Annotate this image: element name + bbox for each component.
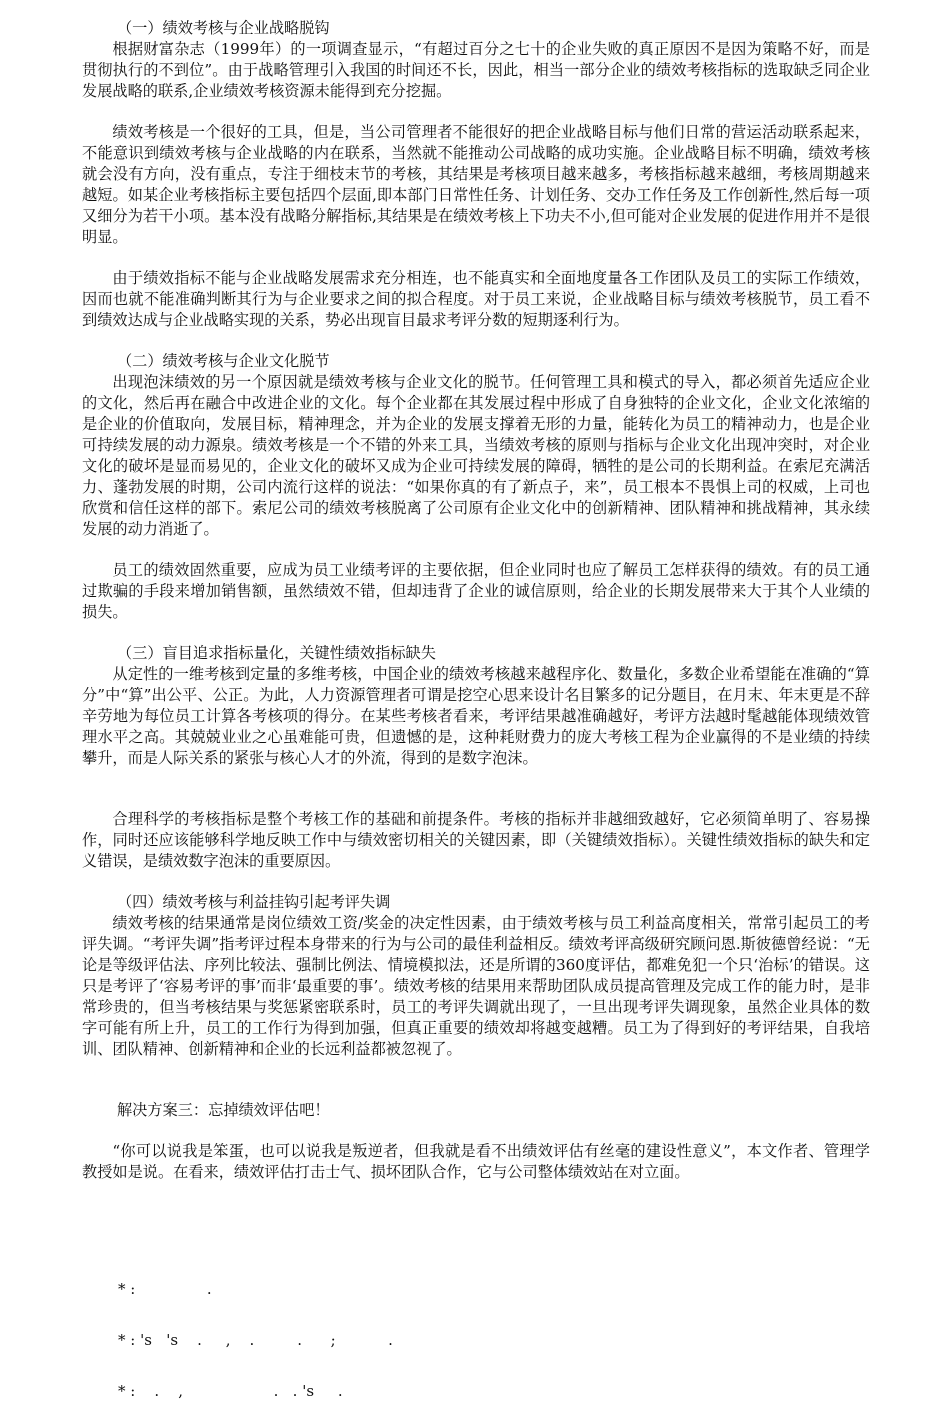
paragraph: 员工的绩效固然重要，应成为员工业绩考评的主要依据，但企业同时也应了解员工怎样获得的绩效。有的员工通过欺骗的手段来增加销售额，虽然绩效不错，但却违背了企业的诚信原则，给企业的长期发展带来大于其个人业绩的损失。	[82, 561, 870, 621]
solution-heading: 解决方案三：忘掉绩效评估吧！	[116, 1101, 330, 1119]
section-culture	[82, 351, 870, 623]
paragraph: 从定性的一维考核到定量的多维考核，中国企业的绩效考核越来越程序化、数量化，多数企业希望能在准确的“算分”中“算”出公平、公正。为此，人力资源管理者可谓是挖空心思来设计名目繁多的记分题目，在月末、年末更是不辞辛劳地为每位员工计算各考核项的得分。在某些考核者看来，考评结果越准确越好，考评方法越时髦越能体现绩效管理水平之高。其兢兢业业之心虽难能可贵，但遗憾的是，这种耗财费力的庞大考核工程为企业赢得的不是业绩的持续攀升，而是人际关系的紧张与核心人才的外流，得到的是数字泡沫。	[82, 665, 870, 767]
paragraph: 绩效考核的结果通常是岗位绩效工资/奖金的决定性因素，由于绩效考核与员工利益高度相关，常常引起员工的考评失调。“考评失调”指考评过程本身带来的行为与公司的最佳利益相反。绩效考评高级研究顾问恩.斯彼德曾经说：“无论是等级评估法、序列比较法、强制比例法、情境模拟法，还是所谓的360度评估，都难免犯一个只‘治标’的错误。这只是考评了‘容易考评的事’而非‘最重要的事’。绩效考核的结果用来帮助团队成员提高管理及完成工作的能力时，是非常珍贵的，但当考核结果与奖惩紧密联系时，员工的考评失调就出现了，一旦出现考评失调现象，虽然企业具体的数字可能有所上升，员工的工作行为得到加强，但真正重要的绩效却将越变越糟。员工为了得到好的考评结果，自我培训、团队精神、创新精神和企业的长远利益都被忽视了。	[82, 914, 870, 1058]
section-solution	[82, 1100, 870, 1183]
footnote: * : . , . . 's .	[118, 1382, 343, 1400]
paragraph: 绩效考核是一个很好的工具，但是，当公司管理者不能很好的把企业战略目标与他们日常的营运活动联系起来，不能意识到绩效考核与企业战略的内在联系，当然就不能推动公司战略的成功实施。企业战略目标不明确，绩效考核就会没有方向，没有重点，专注于细枝末节的考核，其结果是考核项目越来越多，考核指标越来越细，考核周期越来越短。如某企业考核指标主要包括四个层面,即本部门日常性任务、计划任务、交办工作任务及工作创新性,然后每一项又细分为若干小项。基本没有战略分解指标,其结果是在绩效考核上下功夫不小,但可能对企业发展的促进作用并不是很明显。	[82, 123, 870, 246]
section-heading-2: （二）绩效考核与企业文化脱节	[116, 352, 330, 370]
paragraph: 出现泡沫绩效的另一个原因就是绩效考核与企业文化的脱节。任何管理工具和模式的导入，都必须首先适应企业的文化，然后再在融合中改进企业的文化。每个企业都在其发展过程中形成了自身独特的企业文化，企业文化浓缩的是企业的价值取向，发展目标，精神理念，并为企业的发展支撑着无形的力量，能转化为员工的精神动力，也是企业可持续发展的动力源泉。绩效考核是一个不错的外来工具，当绩效考核的原则与指标与企业文化出现冲突时，对企业文化的破坏是显而易见的，企业文化的破坏又成为企业可持续发展的障碍，牺牲的是公司的长期利益。在索尼充满活力、蓬勃发展的时期，公司内流行这样的说法：“如果你真的有了新点子，来”，员工根本不畏惧上司的权威，上司也欣赏和信任这样的部下。索尼公司的绩效考核脱离了公司原有企业文化中的创新精神、团队精神和挑战精神，其永续发展的动力消逝了。	[82, 373, 870, 538]
section-heading-1: （一）绩效考核与企业战略脱钩	[116, 19, 330, 37]
footnote: * : 's 's . , . . ; .	[118, 1331, 393, 1349]
paragraph: 根据财富杂志（1999年）的一项调查显示，“有超过百分之七十的企业失败的真正原因不是因为策略不好，而是贯彻执行的不到位”。由于战略管理引入我国的时间还不长，因此，相当一部分企业的绩效考核指标的选取缺乏同企业发展战略的联系,企业绩效考核资源未能得到充分挖掘。	[82, 40, 870, 100]
section-rewards	[82, 892, 870, 1060]
footnote: * : .	[118, 1280, 212, 1298]
paragraph: 合理科学的考核指标是整个考核工作的基础和前提条件。考核的指标并非越细致越好，它必须简单明了、容易操作，同时还应该能够科学地反映工作中与绩效密切相关的关键因素，即（关键绩效指标）。关键性绩效指标的缺失和定义错误，是绩效数字泡沫的重要原因。	[82, 810, 870, 870]
section-strategy	[82, 18, 870, 331]
section-indicators	[82, 643, 870, 872]
section-heading-4: （四）绩效考核与利益挂钩引起考评失调	[116, 893, 391, 911]
paragraph: 由于绩效指标不能与企业战略发展需求充分相连，也不能真实和全面地度量各工作团队及员工的实际工作绩效，因而也就不能准确判断其行为与企业要求之间的拟合程度。对于员工来说，企业战略目标与绩效考核脱节，员工看不到绩效达成与企业战略实现的关系，势必出现盲目最求考评分数的短期逐利行为。	[82, 269, 870, 329]
footnotes	[82, 1279, 870, 1402]
paragraph: “你可以说我是笨蛋，也可以说我是叛逆者，但我就是看不出绩效评估有丝毫的建设性意义”，本文作者、管理学教授如是说。在看来，绩效评估打击士气、损坏团队合作，它与公司整体绩效站在对立面。	[82, 1142, 870, 1181]
section-heading-3: （三）盲目追求指标量化，关键性绩效指标缺失	[116, 644, 436, 662]
